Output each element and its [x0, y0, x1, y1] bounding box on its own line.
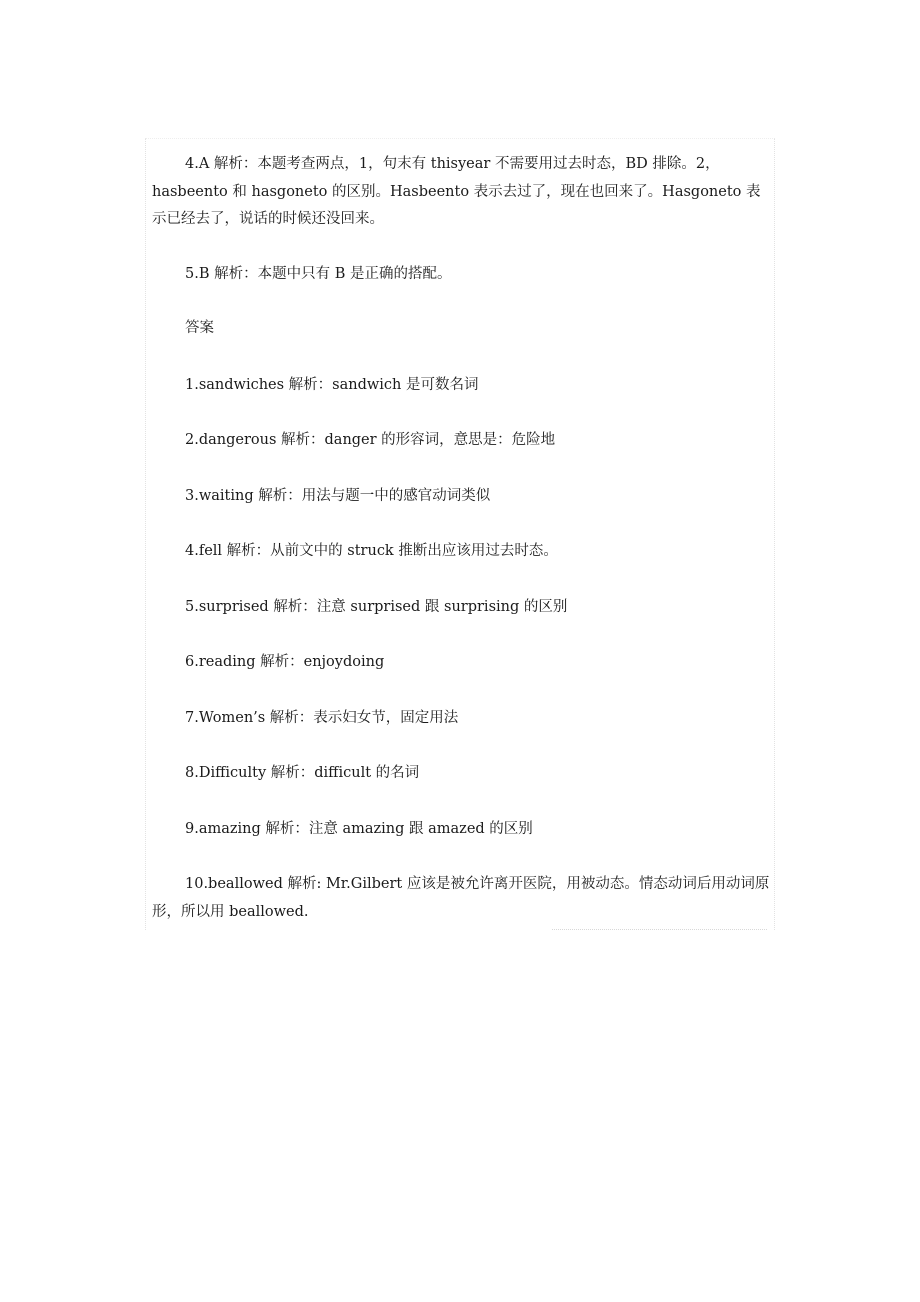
answer-item-7: 7.Women’s 解析：表示妇女节，固定用法	[185, 709, 459, 726]
explanation-q4: 4.A 解析：本题考查两点，1，句末有 thisyear 不需要用过去时态，BD 排除。2，hasbeento 和 hasgoneto 的区别。Hasbeento 表示去过了，现在也回来了。Hasgoneto 表示已经去了，说话的时候还没回来。	[152, 156, 761, 227]
answer-item-4: 4.fell 解析：从前文中的 struck 推断出应该用过去时态。	[185, 543, 558, 559]
answer-item-9: 9.amazing 解析：注意 amazing 跟 amazed 的区别	[185, 820, 533, 837]
answer-item-2: 2.dangerous 解析：danger 的形容词，意思是：危险地	[185, 432, 556, 448]
answer-item-5: 5.surprised 解析：注意 surprised 跟 surprising 的区别	[185, 598, 568, 615]
document-body	[152, 151, 772, 926]
answer-item-10: 10.beallowed 解析: Mr.Gilbert 应该是被允许离开医院，用被动态。情态动词后用动词原形，所以用 beallowed.	[152, 876, 770, 920]
answer-item-1: 1.sandwiches 解析：sandwich 是可数名词	[185, 376, 479, 393]
answer-item-8: 8.Difficulty 解析：difficult 的名词	[185, 765, 420, 781]
explanation-q5: 5.B 解析：本题中只有 B 是正确的搭配。	[185, 265, 452, 282]
answer-heading: 答案	[185, 320, 214, 336]
answer-item-3: 3.waiting 解析：用法与题一中的感官动词类似	[185, 487, 491, 504]
answer-item-6: 6.reading 解析：enjoydoing	[185, 654, 385, 670]
page-border-bottom	[552, 929, 767, 930]
